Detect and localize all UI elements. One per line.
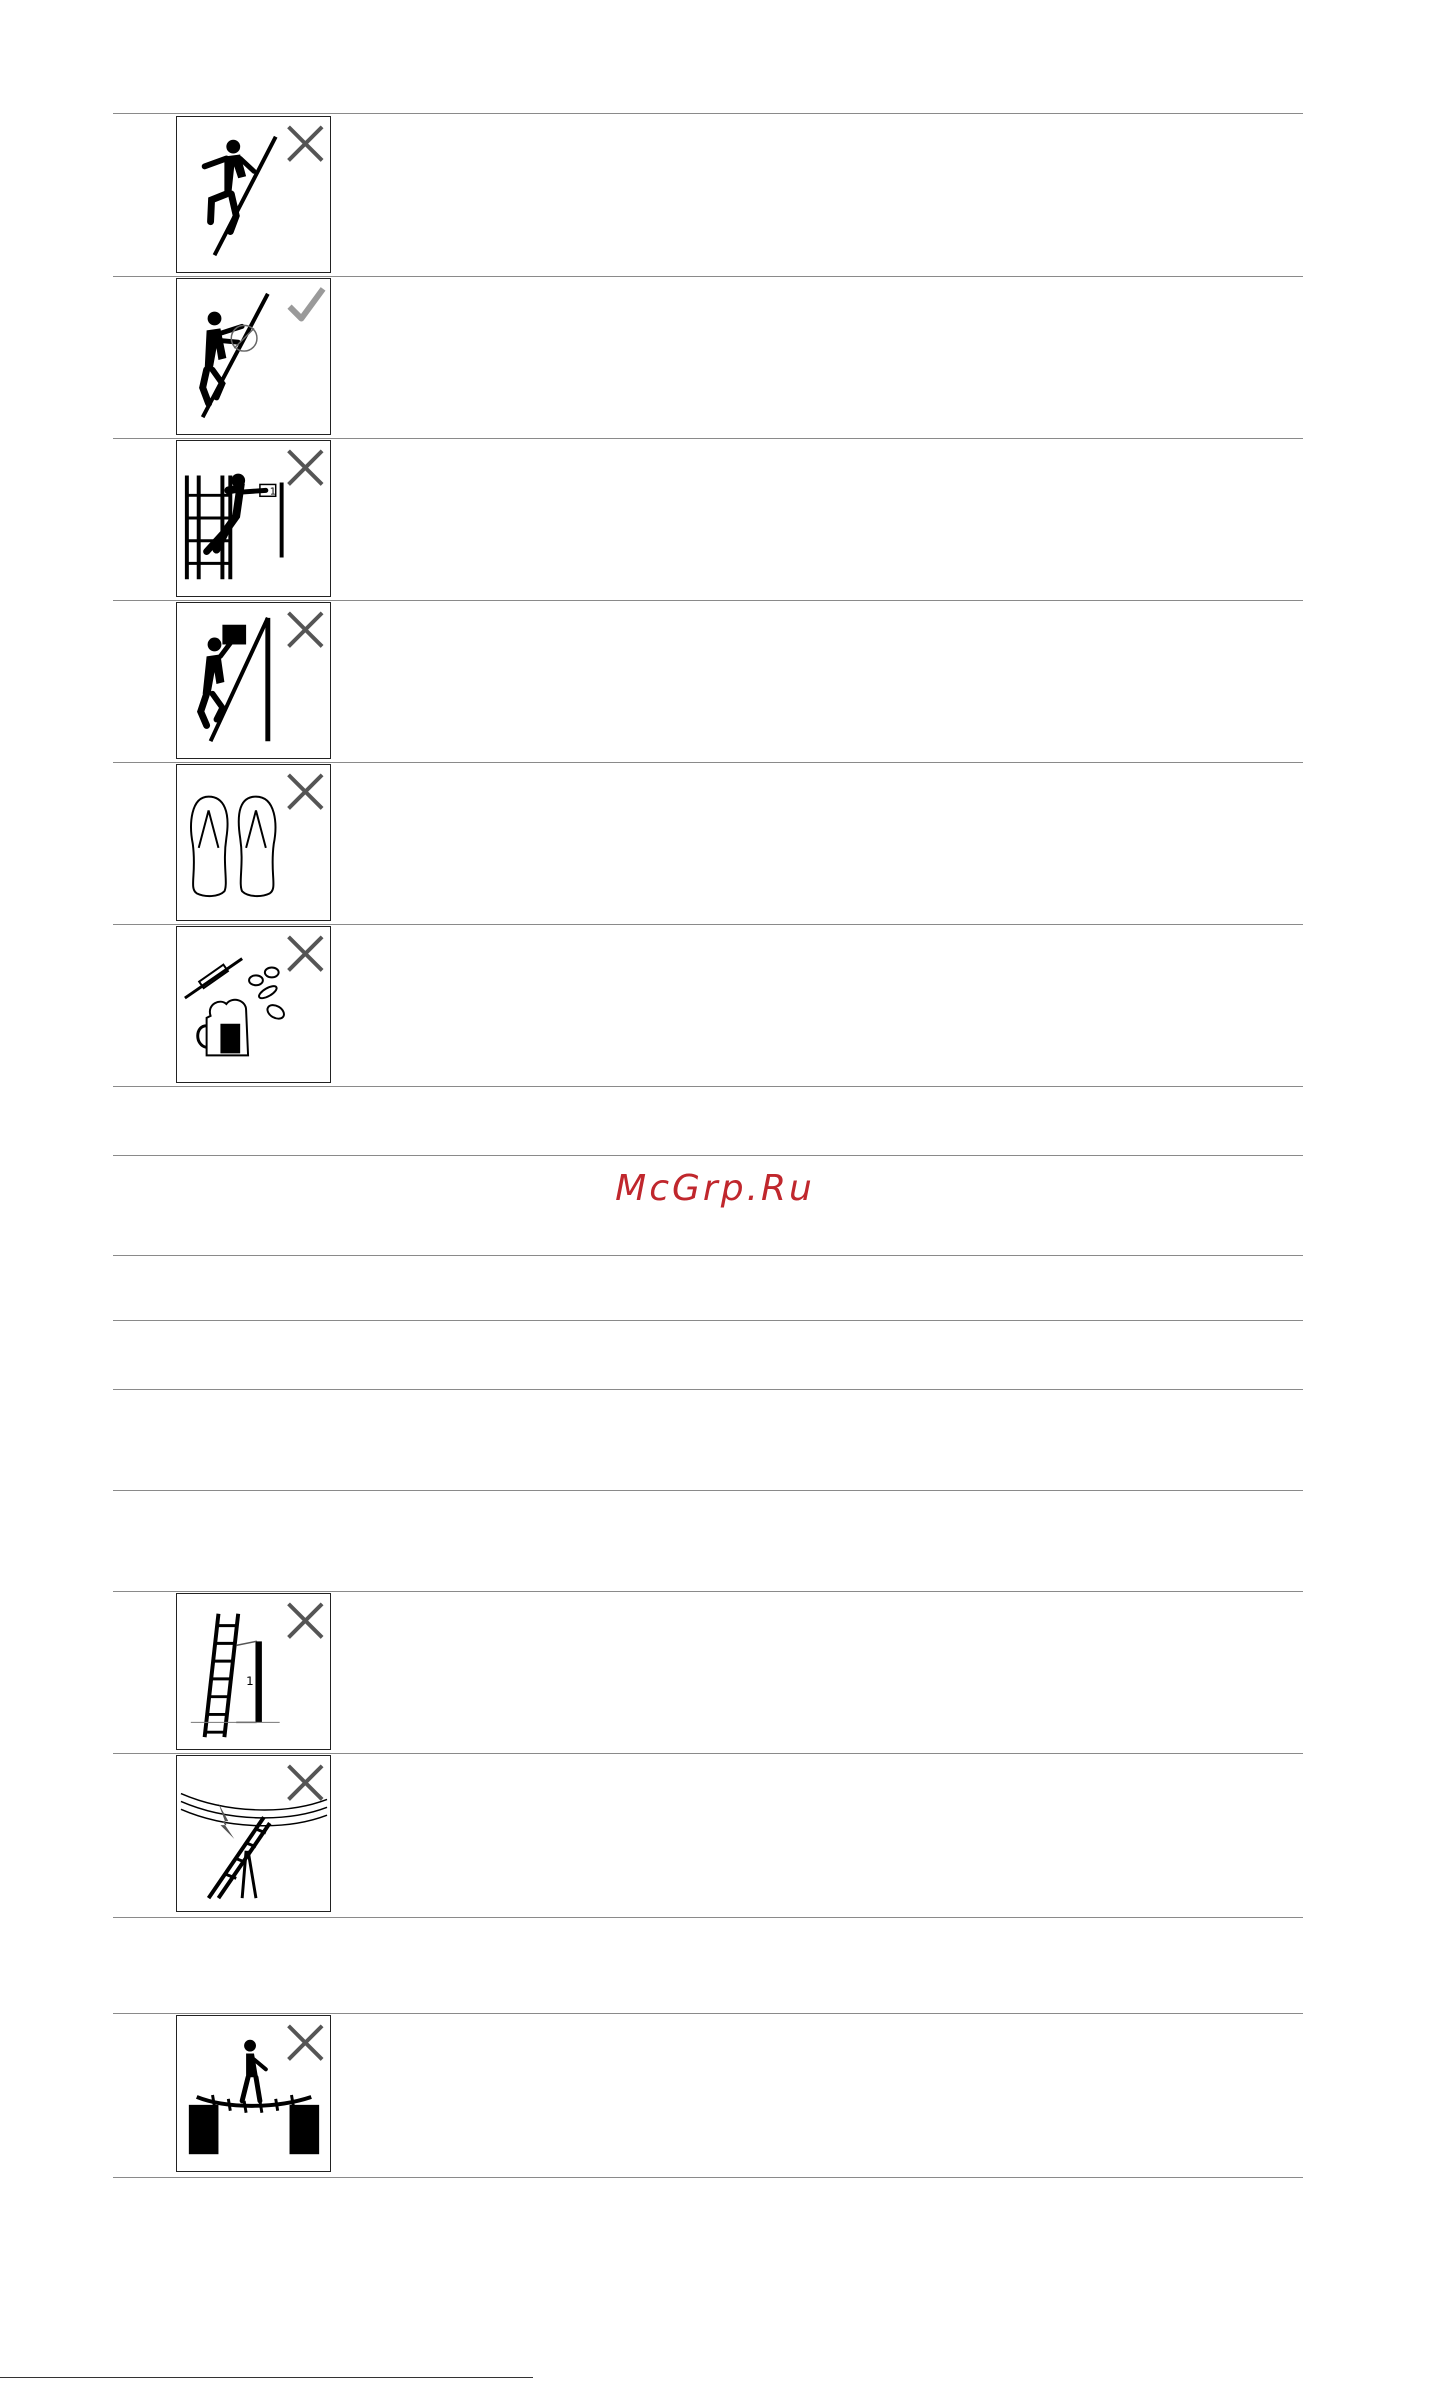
person-holding-ladder-three-point-contact-icon	[176, 278, 331, 435]
person-carrying-load-on-ladder-icon	[176, 602, 331, 759]
ladder-in-front-of-door-icon	[176, 1593, 331, 1750]
table-rule	[113, 2013, 1303, 2014]
table-rule	[113, 1086, 1303, 1087]
table-rule	[113, 1591, 1303, 1592]
watermark: McGrp.Ru	[615, 1168, 815, 1209]
footnote-rule	[0, 2377, 533, 2378]
flip-flops-icon	[176, 764, 331, 921]
table-rule	[113, 1320, 1303, 1321]
table-rule	[113, 1155, 1303, 1156]
person-jumping-off-ladder-icon	[176, 116, 331, 273]
table-rule	[113, 2177, 1303, 2178]
svg-text:1: 1	[269, 486, 277, 498]
table-rule	[113, 762, 1303, 763]
table-rule	[113, 438, 1303, 439]
drugs-and-alcohol-icon	[176, 926, 331, 1083]
table-rule	[113, 113, 1303, 114]
table-rule	[113, 1389, 1303, 1390]
table-rule	[113, 600, 1303, 601]
table-rule	[113, 1255, 1303, 1256]
table-rule	[113, 1490, 1303, 1491]
ladder-near-power-lines-icon	[176, 1755, 331, 1912]
person-overreaching-from-ladder-icon	[176, 440, 331, 597]
ladder-used-as-bridge-icon	[176, 2015, 331, 2172]
table-rule	[113, 1917, 1303, 1918]
table-rule	[113, 276, 1303, 277]
table-rule	[113, 1753, 1303, 1754]
svg-text:1: 1	[246, 1673, 254, 1688]
table-rule	[113, 924, 1303, 925]
